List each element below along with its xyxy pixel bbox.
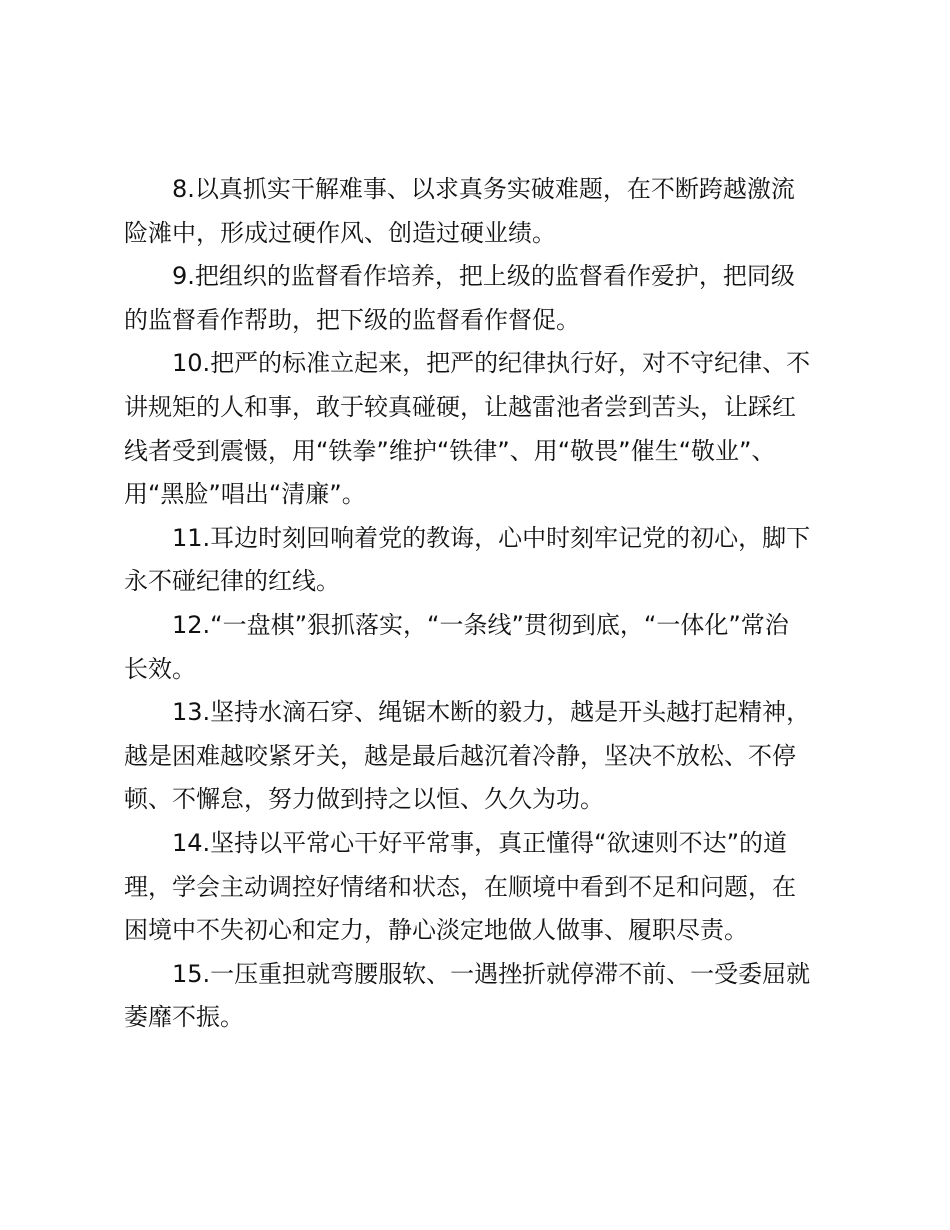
- paragraph-line: 15.一压重担就弯腰服软、一遇挫折就停滞不前、一受委屈就: [172, 959, 811, 988]
- paragraph-line: 困境中不失初心和定力，静心淡定地做人做事、履职尽责。: [124, 916, 748, 945]
- paragraph-13: [124, 691, 836, 822]
- paragraph-line: 险滩中，形成过硬作风、创造过硬业绩。: [124, 218, 556, 247]
- paragraph-line: 越是困难越咬紧牙关，越是最后越沉着冷静，坚决不放松、不停: [124, 741, 796, 770]
- paragraph-line: 讲规矩的人和事，敢于较真碰硬，让越雷池者尝到苦头，让踩红: [124, 392, 796, 421]
- paragraph-10: [124, 342, 836, 516]
- paragraph-line: 永不碰纪律的红线。: [124, 567, 340, 596]
- paragraph-line: 的监督看作帮助，把下级的监督看作督促。: [124, 305, 580, 334]
- paragraph-line: 12.“一盘棋”狠抓落实，“一条线”贯彻到底，“一体化”常治: [172, 610, 789, 639]
- paragraph-line: 萎靡不振。: [124, 1003, 244, 1032]
- paragraph-line: 9.把组织的监督看作培养，把上级的监督看作爱护，把同级: [172, 262, 795, 291]
- document-body: [124, 168, 836, 1040]
- paragraph-8: [124, 168, 836, 255]
- paragraph-line: 长效。: [124, 654, 196, 683]
- paragraph-line: 理，学会主动调控好情绪和状态，在顺境中看到不足和问题，在: [124, 872, 796, 901]
- paragraph-line: 11.耳边时刻回响着党的教诲，心中时刻牢记党的初心，脚下: [172, 523, 811, 552]
- paragraph-9: [124, 255, 836, 342]
- paragraph-12: [124, 604, 836, 691]
- paragraph-line: 14.坚持以平常心干好平常事，真正懂得“欲速则不达”的道: [172, 828, 788, 857]
- paragraph-line: 顿、不懈怠，努力做到持之以恒、久久为功。: [124, 785, 604, 814]
- paragraph-line: 10.把严的标准立起来，把严的纪律执行好，对不守纪律、不: [172, 349, 811, 378]
- paragraph-15: [124, 953, 836, 1040]
- paragraph-line: 8.以真抓实干解难事、以求真务实破难题，在不断跨越激流: [172, 175, 795, 203]
- paragraph-11: [124, 517, 836, 604]
- paragraph-line: 13.坚持水滴石穿、绳锯木断的毅力，越是开头越打起精神，: [172, 698, 811, 727]
- paragraph-line: 线者受到震慑，用“铁拳”维护“铁律”、用“敬畏”催生“敬业”、: [124, 436, 776, 465]
- paragraph-14: [124, 822, 836, 953]
- paragraph-line: 用“黑脸”唱出“清廉”。: [124, 480, 366, 509]
